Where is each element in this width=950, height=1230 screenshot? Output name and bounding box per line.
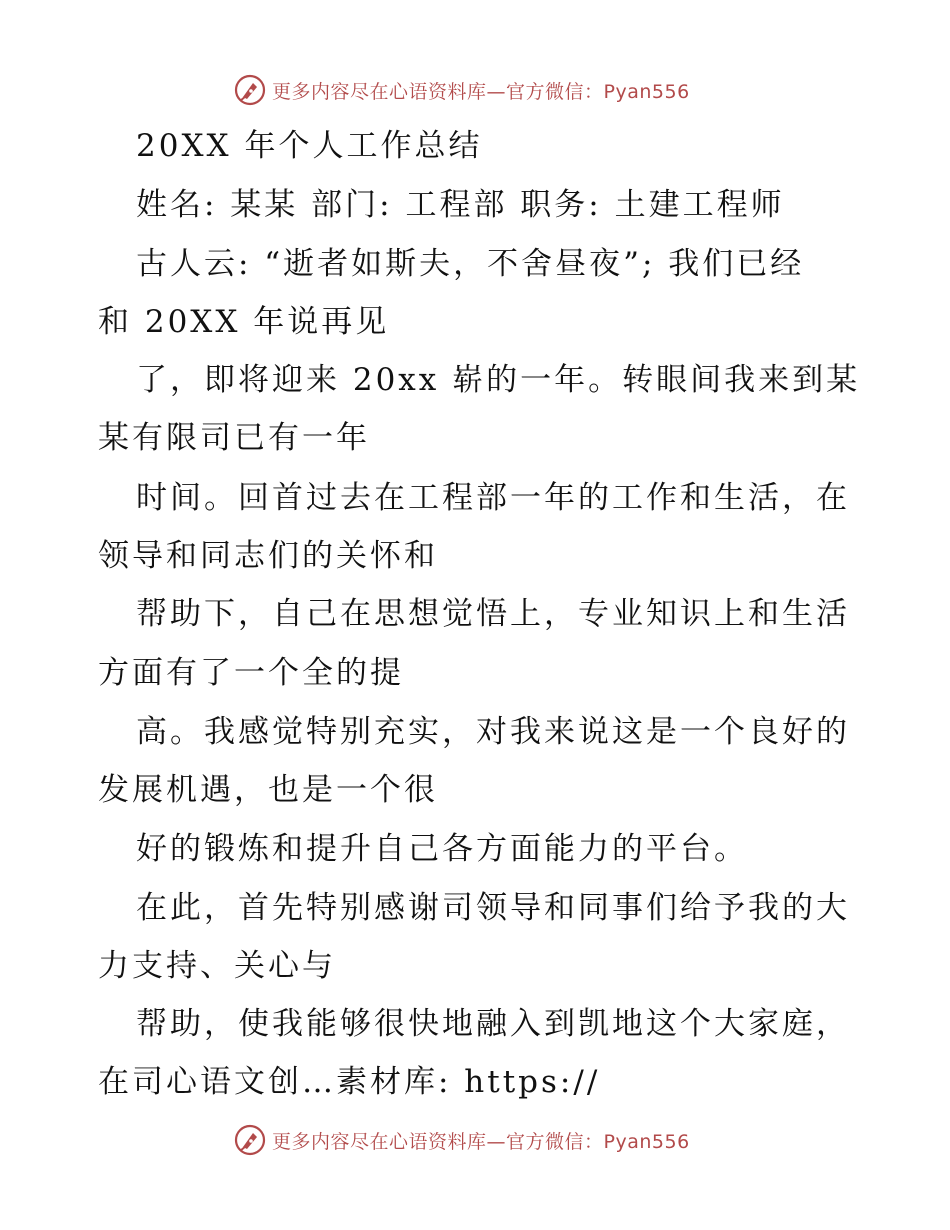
paragraph-line: 领导和同志们的关怀和 bbox=[98, 538, 438, 574]
paragraph-line: 方面有了一个全的提 bbox=[98, 655, 404, 691]
paragraph-line: 力支持、关心与 bbox=[98, 948, 336, 984]
paragraph-line: 了，即将迎来 20xx 崭的一年。转眼间我来到某 bbox=[136, 362, 861, 398]
paragraph-line: 和 20XX 年说再见 bbox=[98, 304, 390, 340]
paragraph-line: 在司心语文创…素材库: https:// bbox=[98, 1064, 601, 1100]
paragraph-line: 帮助，使我能够很快地融入到凯地这个大家庭， bbox=[136, 1006, 850, 1042]
document-title: 20XX 年个人工作总结 bbox=[136, 128, 483, 164]
document-meta: 姓名: 某某 部门: 工程部 职务: 土建工程师 bbox=[136, 187, 785, 223]
paragraph-line: 某有限司已有一年 bbox=[98, 420, 370, 456]
paragraph-line: 高。我感觉特别充实，对我来说这是一个良好的 bbox=[136, 714, 850, 750]
paragraph-line: 在此，首先特别感谢司领导和同事们给予我的大 bbox=[136, 890, 850, 926]
paragraph-line: 帮助下，自己在思想觉悟上，专业知识上和生活 bbox=[136, 596, 850, 632]
footer-banner bbox=[0, 1120, 950, 1160]
banner-text: 更多内容尽在心语资料库—官方微信：Pyan556 bbox=[272, 1130, 690, 1153]
paragraph-line: 时间。回首过去在工程部一年的工作和生活，在 bbox=[136, 480, 850, 516]
header-banner bbox=[0, 70, 950, 110]
paragraph-line: 古人云: “逝者如斯夫，不舍昼夜”; 我们已经 bbox=[136, 246, 805, 282]
banner-text: 更多内容尽在心语资料库—官方微信：Pyan556 bbox=[272, 80, 690, 103]
pen-nib-logo-icon bbox=[234, 1124, 266, 1156]
paragraph-line: 发展机遇，也是一个很 bbox=[98, 772, 438, 808]
pen-nib-logo-icon bbox=[234, 74, 266, 106]
paragraph-line: 好的锻炼和提升自己各方面能力的平台。 bbox=[136, 831, 748, 867]
